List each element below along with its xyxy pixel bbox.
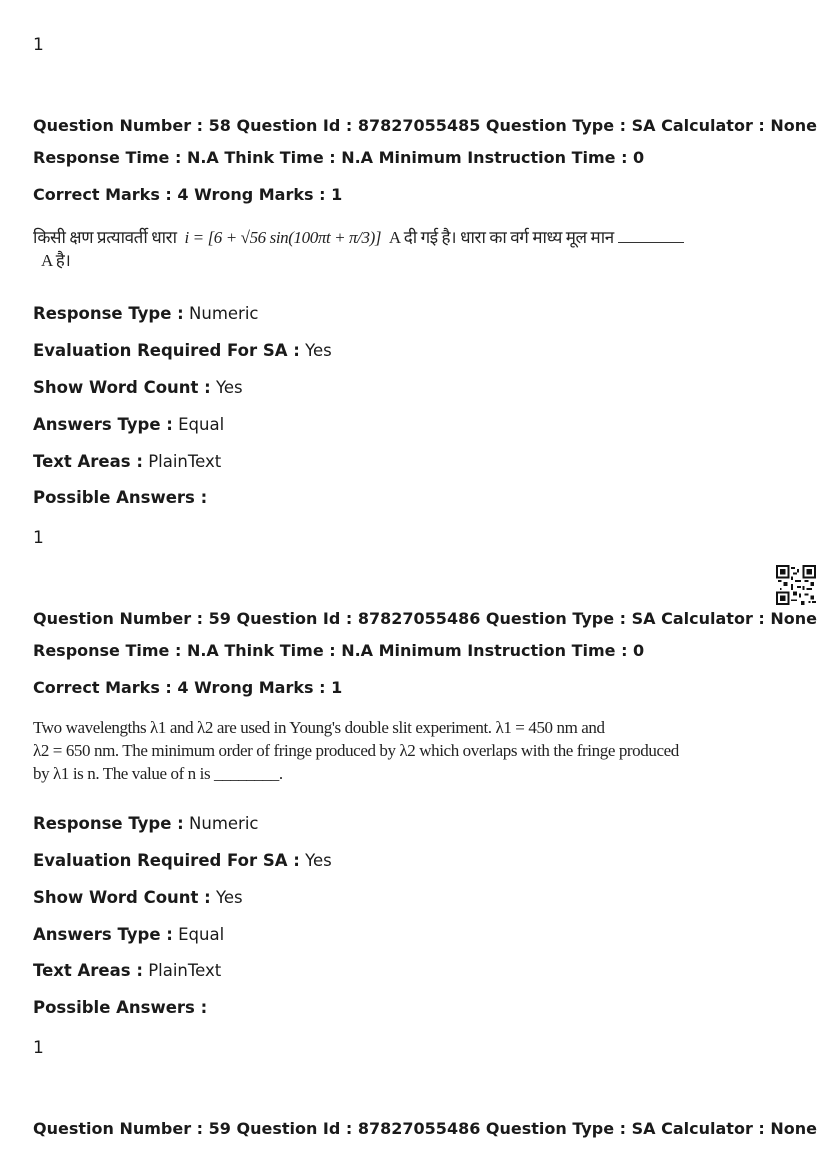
question-text-image [33, 226, 684, 272]
qr-code-icon [776, 565, 816, 605]
possible-answer: 1 [33, 1038, 44, 1058]
question-text-part: A दी गई है। धारा का वर्ग माध्य मूल मान [388, 228, 614, 247]
response-type: Response Type : Numeric [33, 304, 259, 323]
question-header: Question Number : 59 Question Id : 87827055486 Question Type : SA Calculator : None [33, 609, 817, 628]
evaluation-required: Evaluation Required For SA : Yes [33, 851, 332, 870]
text-areas: Text Areas : PlainText [33, 961, 222, 980]
question-text-line: λ2 = 650 nm. The minimum order of fringe produced by λ2 which overlaps with the fringe produced [33, 741, 679, 760]
question-timing: Response Time : N.A Think Time : N.A Minimum Instruction Time : 0 [33, 641, 645, 660]
possible-answer: 1 [33, 528, 44, 548]
possible-answers-label: Possible Answers : [33, 488, 208, 507]
question-text-image [33, 716, 679, 785]
answers-type: Answers Type : Equal [33, 925, 225, 944]
question-marks: Correct Marks : 4 Wrong Marks : 1 [33, 185, 343, 204]
possible-answers-label: Possible Answers : [33, 998, 208, 1017]
question-timing: Response Time : N.A Think Time : N.A Minimum Instruction Time : 0 [33, 148, 645, 167]
evaluation-required: Evaluation Required For SA : Yes [33, 341, 332, 360]
question-text-line: A है। [41, 251, 71, 270]
text-areas: Text Areas : PlainText [33, 452, 222, 471]
show-word-count: Show Word Count : Yes [33, 888, 243, 907]
show-word-count: Show Word Count : Yes [33, 378, 243, 397]
response-type: Response Type : Numeric [33, 814, 259, 833]
question-text-part: किसी क्षण प्रत्यावर्ती धारा [33, 228, 177, 247]
question-marks: Correct Marks : 4 Wrong Marks : 1 [33, 678, 343, 697]
answers-type: Answers Type : Equal [33, 415, 225, 434]
prev-possible-answer: 1 [33, 35, 44, 55]
question-header: Question Number : 59 Question Id : 87827055486 Question Type : SA Calculator : None [33, 1119, 817, 1138]
formula: i = [6 + √56 sin(100πt + π/3)] [184, 228, 382, 247]
question-text-line [33, 226, 684, 249]
question-header: Question Number : 58 Question Id : 87827055485 Question Type : SA Calculator : None [33, 116, 817, 135]
answer-blank [618, 228, 684, 243]
question-text-line: by λ1 is n. The value of n is ________. [33, 764, 283, 783]
question-text-line: Two wavelengths λ1 and λ2 are used in Young's double slit experiment. λ1 = 450 nm and [33, 718, 605, 737]
